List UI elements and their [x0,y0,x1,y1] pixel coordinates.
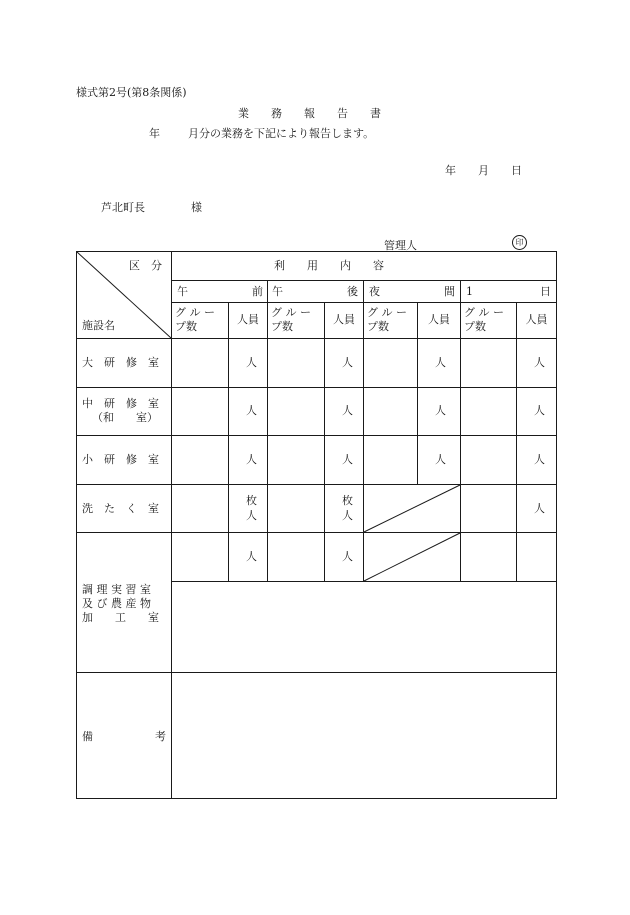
unit-people: 人 [246,509,257,522]
unit-sheets: 枚 [246,494,257,507]
unit-people: 人 [246,550,257,563]
unit-people: 人 [534,453,545,466]
unit-people: 人 [342,509,353,522]
unit-people: 人 [435,453,446,466]
cooking-night-diagonal [364,533,460,581]
unit-people: 人 [342,356,353,369]
row-cooking-room-line1: 調 理 実 習 室 [82,583,151,596]
laundry-night-diagonal [364,485,460,532]
unit-people: 人 [534,356,545,369]
period-day-left: 1 [466,285,473,298]
form-number: 様式第2号(第8条関係) [76,86,187,99]
usage-header: 利 用 内 容 [274,259,384,272]
period-night-left: 夜 [369,285,380,298]
people-label: 人員 [237,313,259,326]
unit-people: 人 [435,404,446,417]
unit-people: 人 [534,404,545,417]
unit-people: 人 [342,453,353,466]
row-large-room: 大 研 修 室 [82,356,159,369]
period-morning-right: 前 [252,285,263,298]
unit-people: 人 [435,356,446,369]
period-afternoon-right: 後 [347,285,358,298]
date-day: 日 [511,164,522,177]
remarks-label-left: 備 [82,730,93,743]
unit-people: 人 [534,502,545,515]
title-char: 業 [238,107,249,120]
category-label: 区 分 [129,259,162,272]
group-count-label: グ ル ー プ数 [367,306,407,333]
title-char: 務 [271,107,282,120]
intro-text: 月分の業務を下記により報告します。 [188,127,375,140]
row-cooking-room-line3: 加 工 室 [82,611,159,624]
group-count-label: グ ル ー プ数 [271,306,311,333]
date-year: 年 [445,164,456,177]
recipient-honorific: 様 [191,201,202,214]
row-small-room: 小 研 修 室 [82,453,159,466]
row-cooking-room-line2: 及 び 農 産 物 [82,597,151,610]
people-label: 人員 [525,313,548,326]
unit-people: 人 [246,356,257,369]
title-char: 告 [337,107,348,120]
unit-sheets: 枚 [342,494,353,507]
date-month: 月 [478,164,489,177]
period-afternoon-left: 午 [272,285,283,298]
seal-mark: 印 [512,235,527,250]
people-label: 人員 [428,313,450,326]
group-count-label: グ ル ー プ数 [175,306,215,333]
facility-label: 施設名 [82,319,115,332]
people-label: 人員 [333,313,355,326]
group-count-label: グ ル ー プ数 [464,306,504,333]
unit-people: 人 [246,404,257,417]
manager-label: 管理人 [384,239,417,252]
unit-people: 人 [246,453,257,466]
unit-people: 人 [342,550,353,563]
title-char: 書 [370,107,381,120]
recipient-name: 芦北町長 [101,201,145,214]
unit-people: 人 [342,404,353,417]
title-char: 報 [304,107,315,120]
intro-year: 年 [149,127,160,140]
remarks-label-right: 考 [155,730,166,743]
period-day-right: 日 [540,285,551,298]
period-morning-left: 午 [177,285,188,298]
row-medium-room-sub: （和 室） [92,411,158,424]
row-laundry-room: 洗 た く 室 [82,502,159,515]
period-night-right: 間 [444,285,455,298]
row-medium-room: 中 研 修 室 [82,397,159,410]
